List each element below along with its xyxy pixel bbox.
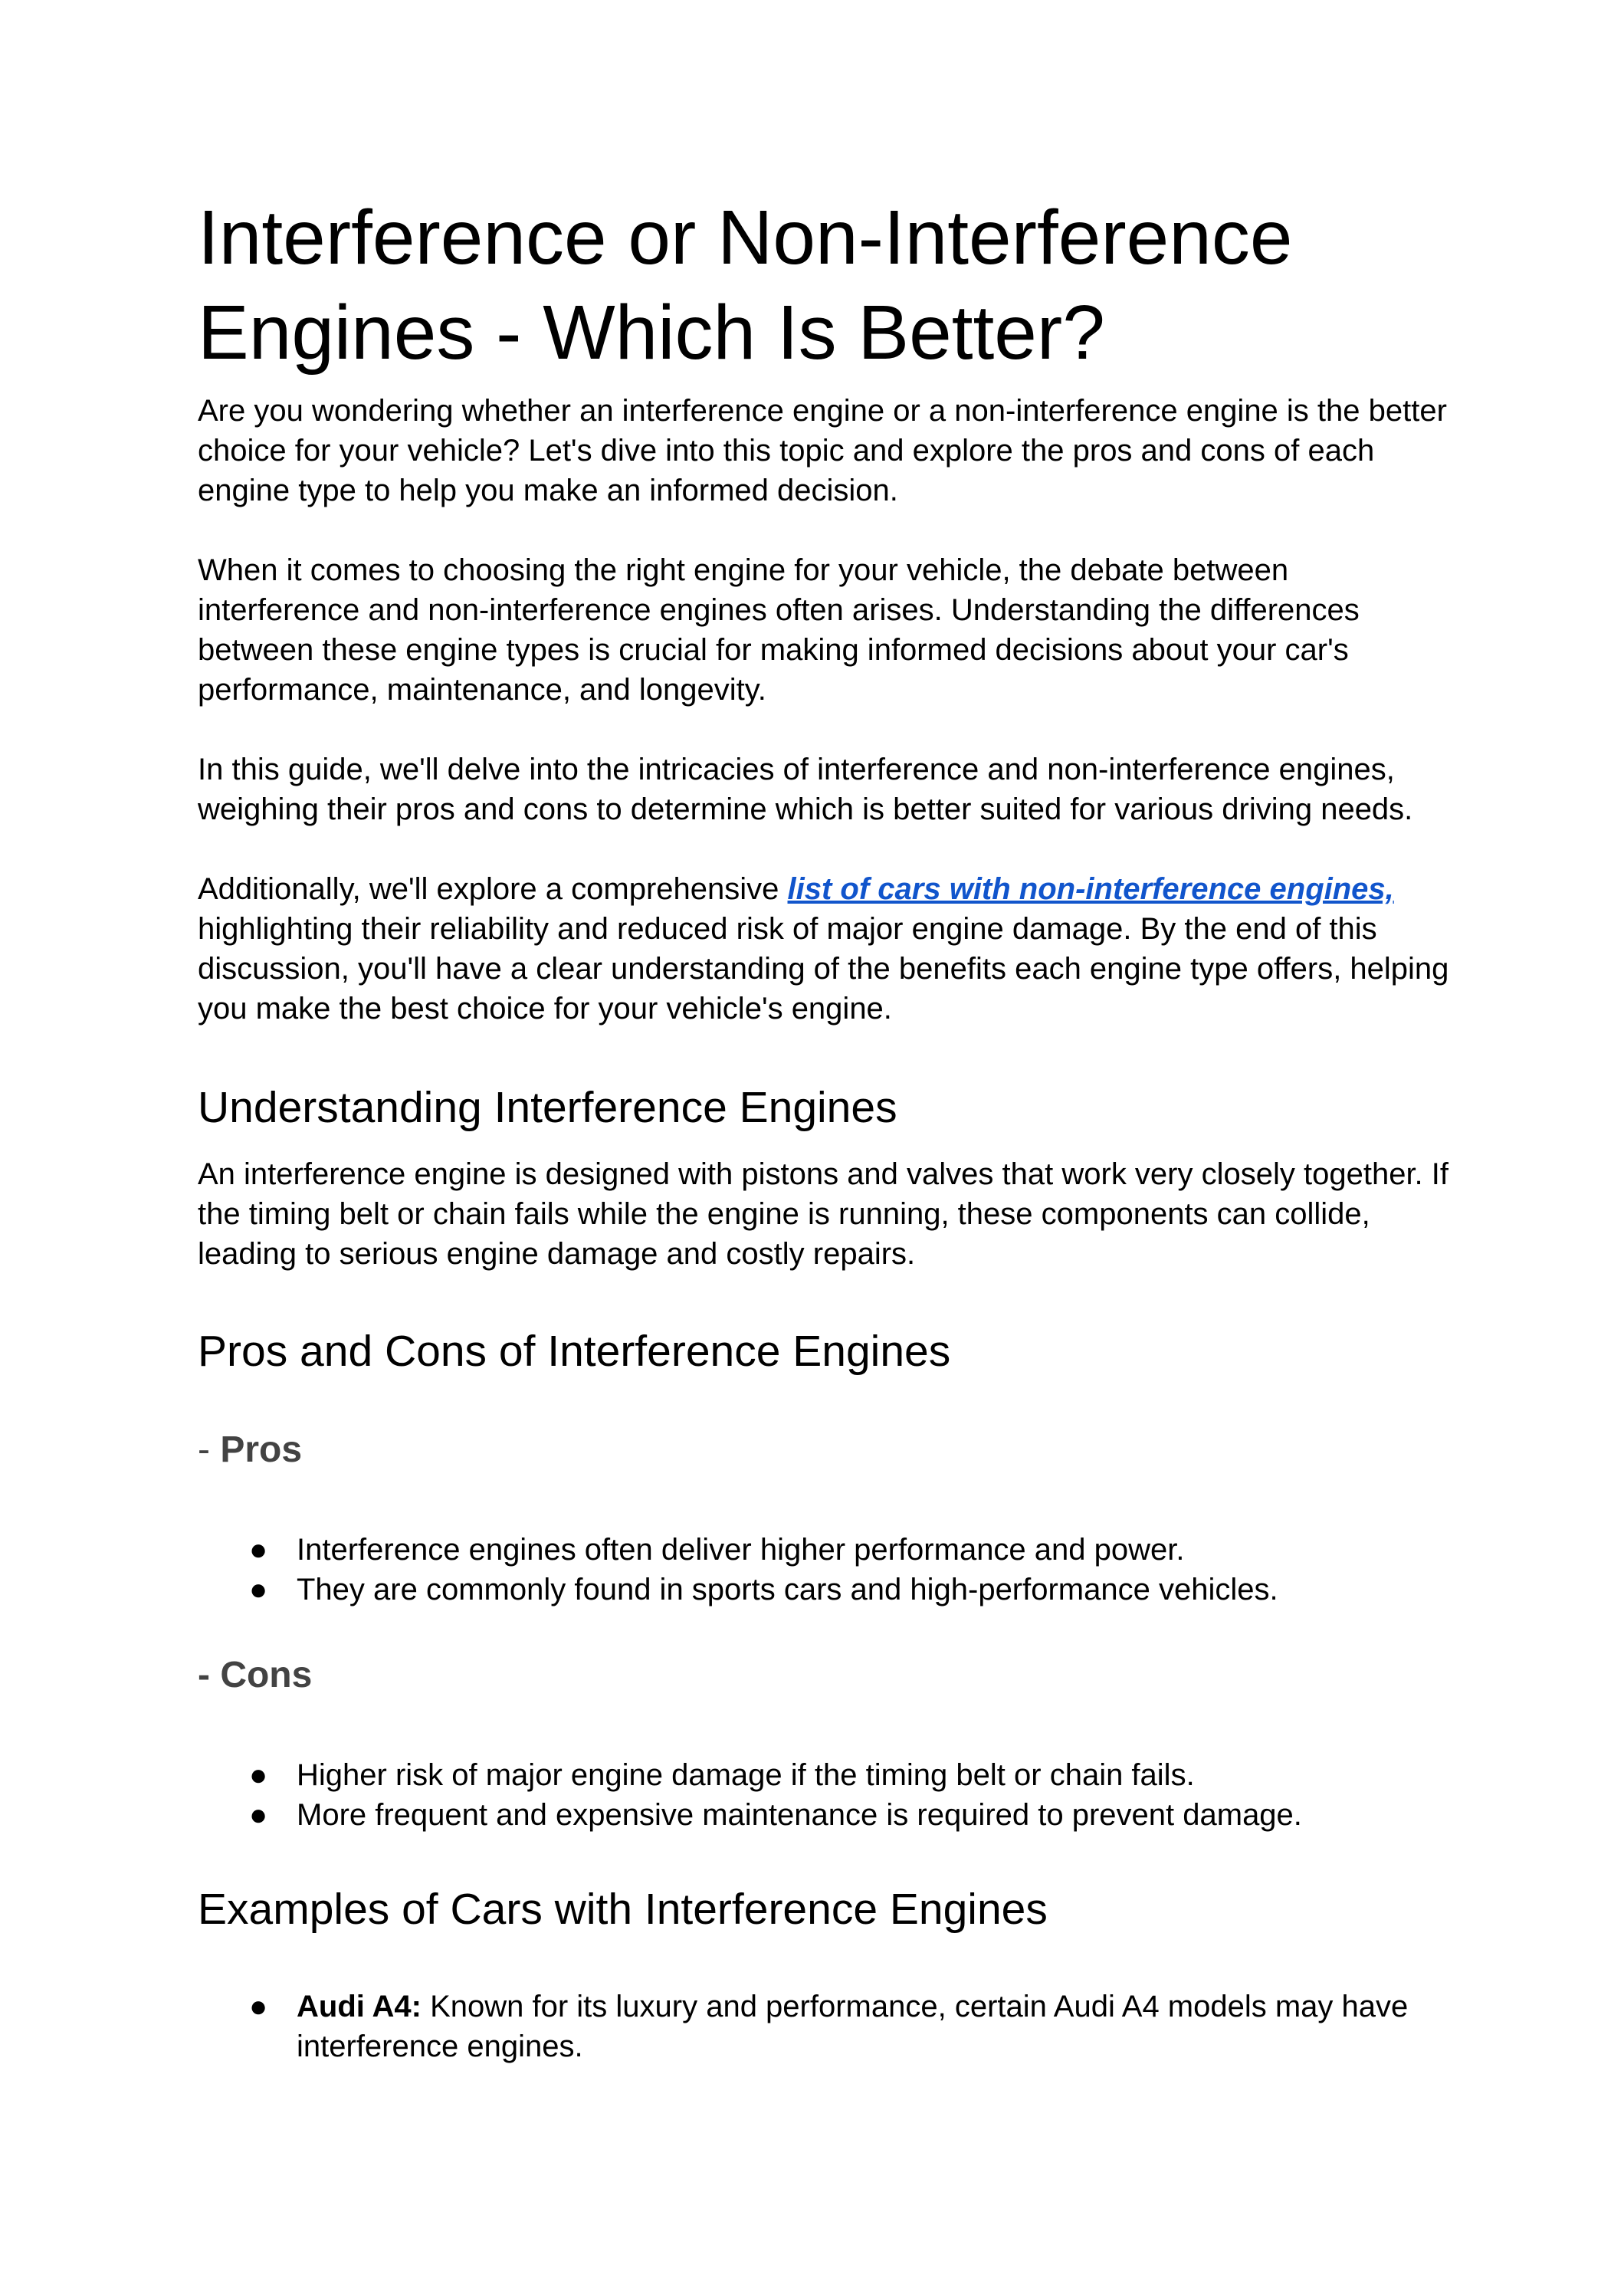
pros-item-text: Interference engines often deliver higher performance and power. bbox=[297, 1533, 1185, 1567]
example-car-name: Audi A4: bbox=[297, 1990, 422, 2023]
understanding-paragraph: An interference engine is designed with pistons and valves that work very closely together. If the timing belt or chain fails while the engine is running, these components can collide, leading to serious engine damage and costly repairs. bbox=[198, 1157, 1449, 1271]
intro-paragraph-4 bbox=[198, 869, 1455, 1029]
list-item bbox=[198, 1987, 1455, 2066]
heading-pros-and-cons: Pros and Cons of Interference Engines bbox=[198, 1327, 951, 1376]
cons-item-text: Higher risk of major engine damage if the timing belt or chain fails. bbox=[297, 1758, 1195, 1792]
pros-subheading bbox=[198, 1427, 302, 1473]
pros-label: Pros bbox=[220, 1429, 303, 1470]
list-item bbox=[198, 1530, 1455, 1570]
list-item bbox=[198, 1755, 1455, 1795]
list-item bbox=[198, 1570, 1455, 1610]
example-car-text: Known for its luxury and performance, certain Audi A4 models may have interference engines. bbox=[297, 1990, 1409, 2063]
cons-subheading: - Cons bbox=[198, 1655, 313, 1695]
title-line-1: Interference or Non-Interference bbox=[198, 195, 1293, 281]
intro-paragraph-1: Are you wondering whether an interference engine or a non-interference engine is the better choice for your vehicle? Let's dive into this topic and explore the pros and cons of each engine type to help you make an informed decision. bbox=[198, 394, 1447, 507]
non-interference-cars-link[interactable]: list of cars with non-interference engines, bbox=[787, 872, 1394, 906]
page-title bbox=[198, 190, 1455, 380]
bullet-icon: ● bbox=[249, 1573, 268, 1606]
list-item bbox=[198, 1795, 1455, 1835]
heading-understanding-interference: Understanding Interference Engines bbox=[198, 1083, 897, 1132]
bullet-icon: ● bbox=[249, 1798, 268, 1832]
heading-examples: Examples of Cars with Interference Engines bbox=[198, 1885, 1048, 1934]
cons-list bbox=[198, 1755, 1455, 1835]
cons-item-text: More frequent and expensive maintenance is required to prevent damage. bbox=[297, 1798, 1302, 1832]
bullet-icon: ● bbox=[249, 1758, 268, 1792]
intro-paragraph-2: When it comes to choosing the right engine for your vehicle, the debate between interference and non-interference engines often arises. Understanding the differences between these engine types is crucial for making informed decisions about your car's performance, maintenance, and longevity. bbox=[198, 553, 1360, 707]
intro-paragraph-4-lead: Additionally, we'll explore a comprehensive bbox=[198, 872, 788, 906]
pros-item-text: They are commonly found in sports cars and high-performance vehicles. bbox=[297, 1573, 1278, 1606]
title-line-2: Engines - Which Is Better? bbox=[198, 290, 1105, 376]
bullet-icon: ● bbox=[249, 1990, 268, 2023]
examples-list bbox=[198, 1987, 1455, 2066]
intro-paragraph-3: In this guide, we'll delve into the intricacies of interference and non-interference engines, weighing their pros and cons to determine which is better suited for various driving needs. bbox=[198, 753, 1413, 826]
intro-paragraph-4-rest: highlighting their reliability and reduced risk of major engine damage. By the end of this discussion, you'll have a clear understanding of the benefits each engine type offers, helping you make the best choice for your vehicle's engine. bbox=[198, 912, 1449, 1026]
pros-list bbox=[198, 1530, 1455, 1610]
pros-dash: - bbox=[198, 1429, 221, 1470]
bullet-icon: ● bbox=[249, 1533, 268, 1567]
